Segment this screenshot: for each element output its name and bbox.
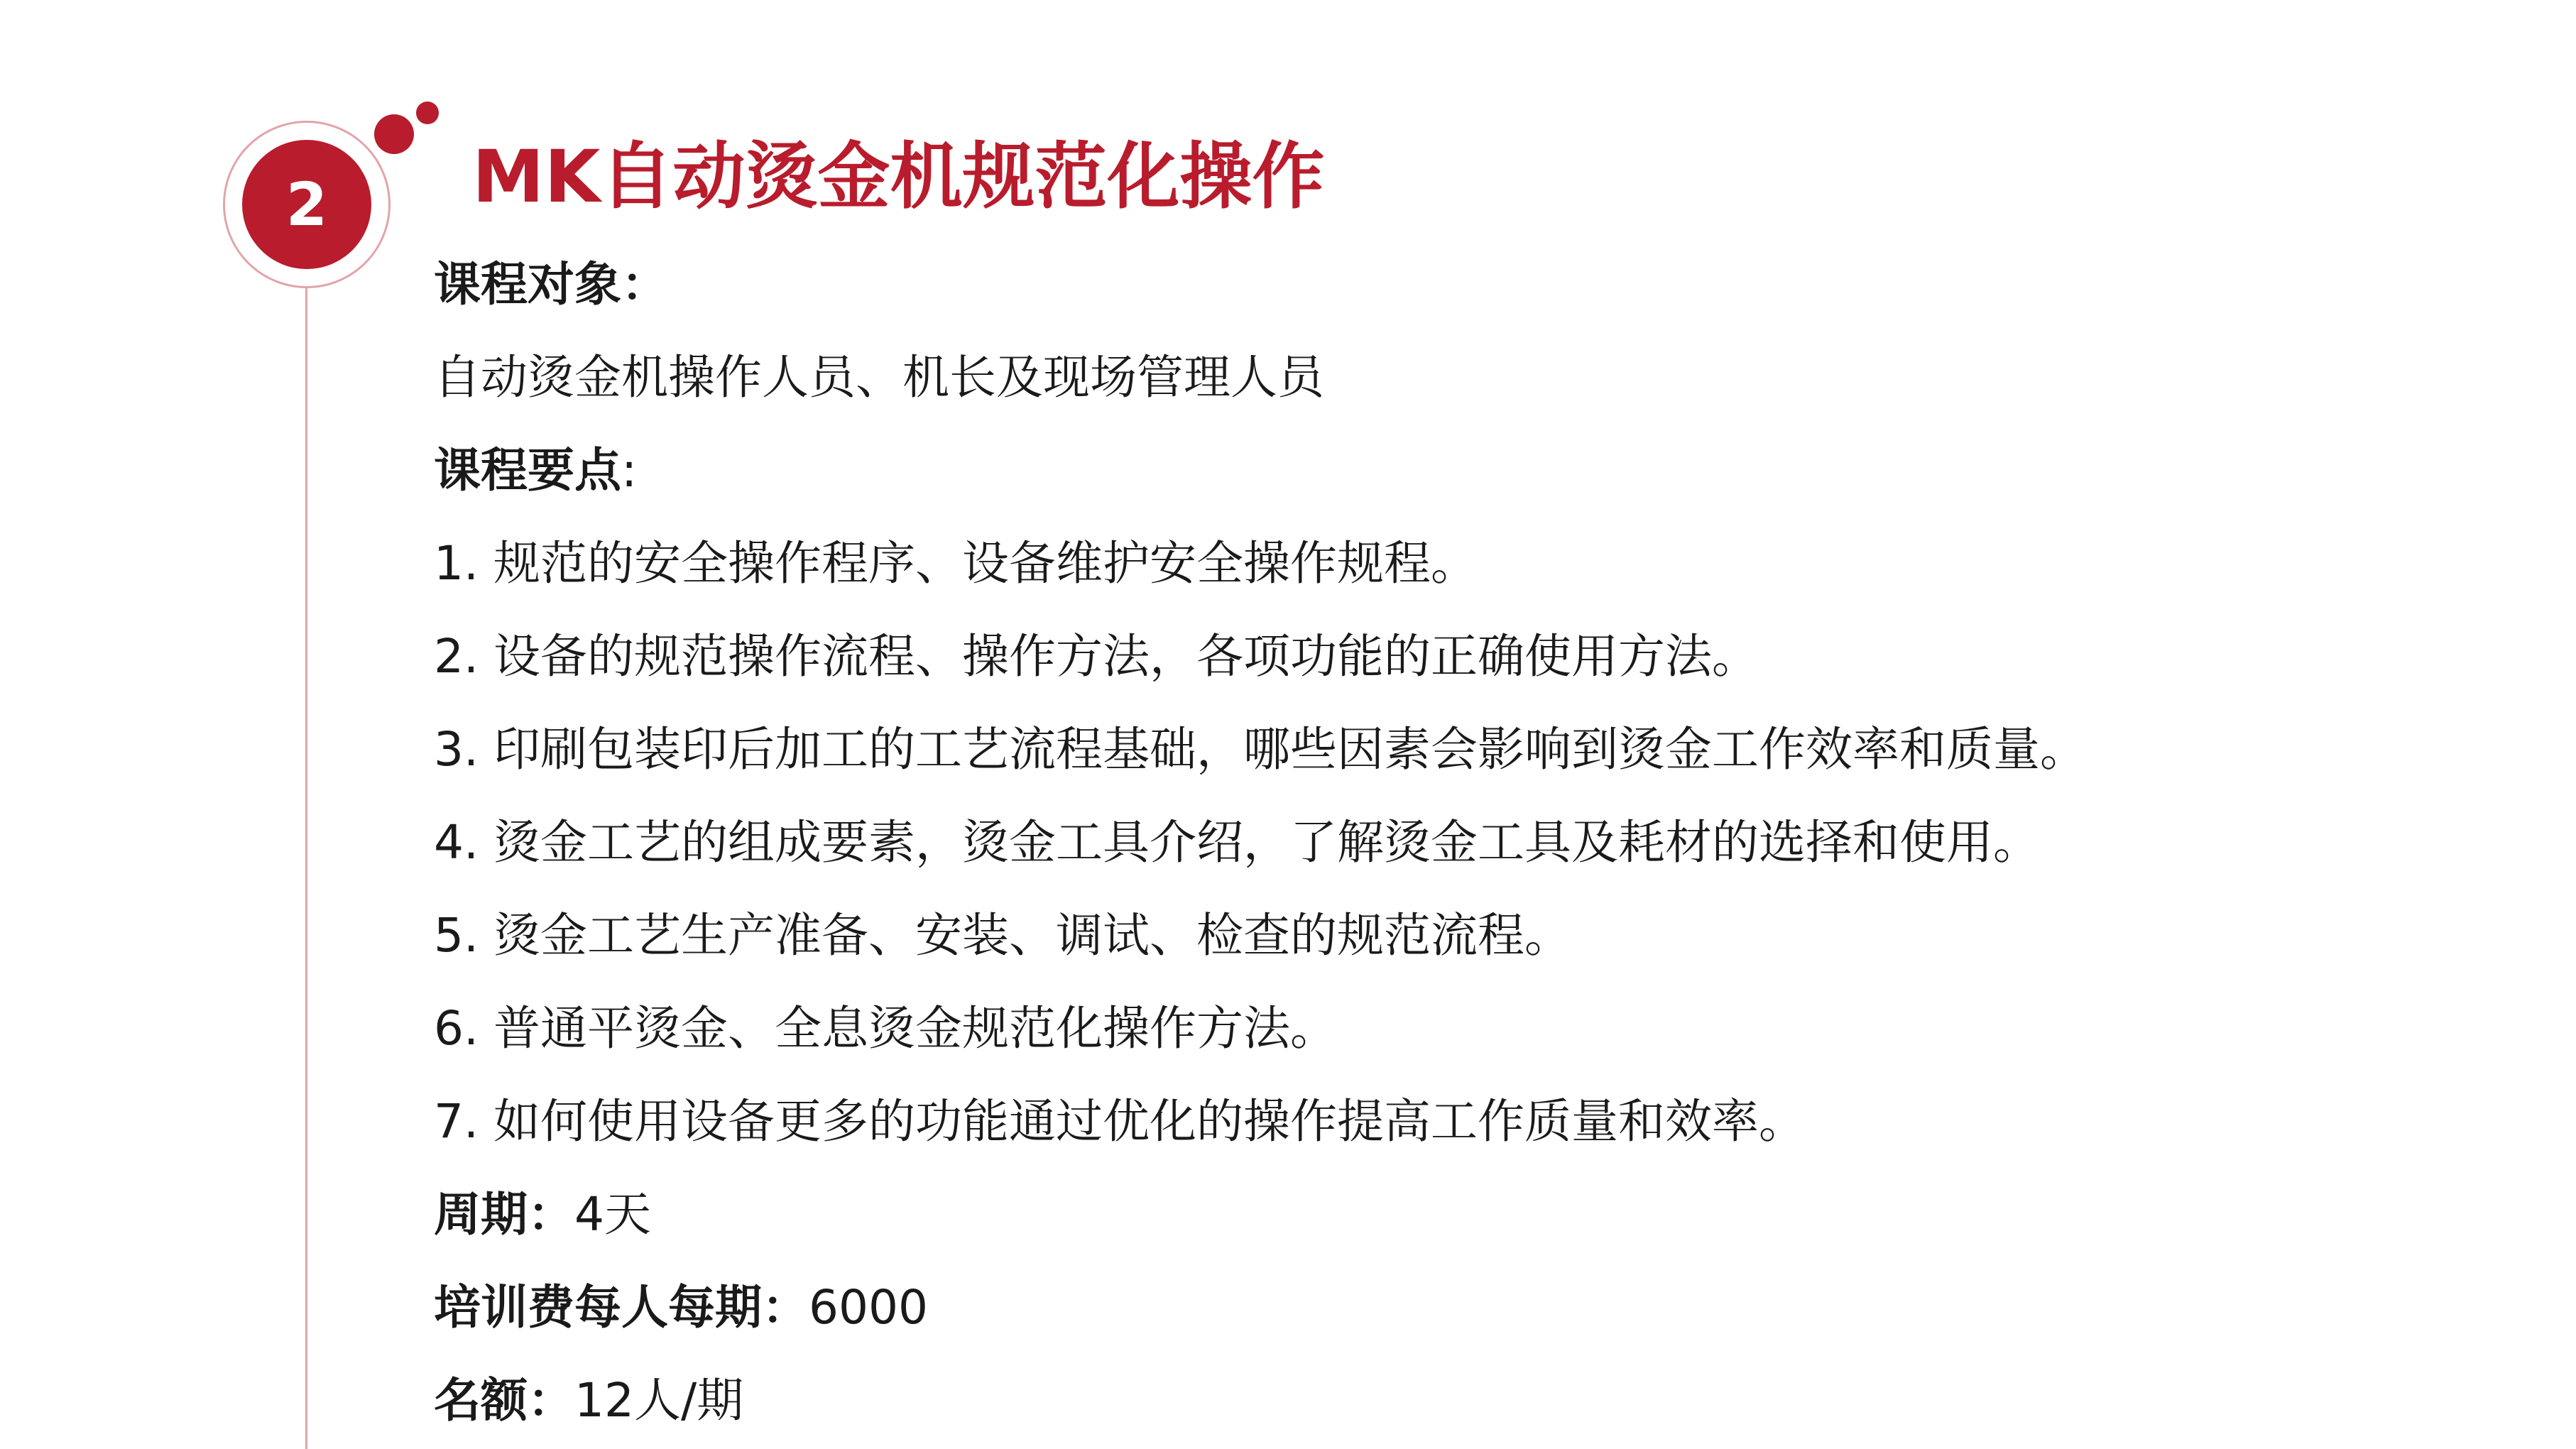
key-points-colon: : bbox=[621, 443, 638, 498]
fee-label: 培训费每人每期： bbox=[434, 1280, 809, 1335]
audience-label: 课程对象： bbox=[434, 257, 668, 312]
period-row bbox=[434, 1168, 2550, 1261]
section-number-badge bbox=[242, 140, 371, 269]
quota-label: 名额： bbox=[434, 1373, 574, 1428]
key-point-item-7: 7. 如何使用设备更多的功能通过优化的操作提高工作质量和效率。 bbox=[434, 1094, 1806, 1149]
quota-row bbox=[434, 1354, 2550, 1447]
key-point-item-1: 1. 规范的安全操作程序、设备维护安全操作规程。 bbox=[434, 536, 1478, 591]
key-point-item-6: 6. 普通平烫金、全息烫金规范化操作方法。 bbox=[434, 1001, 1337, 1056]
fee-row bbox=[434, 1261, 2550, 1354]
key-point-item-5: 5. 烫金工艺生产准备、安装、调试、检查的规范流程。 bbox=[434, 908, 1571, 963]
period-value: 4天 bbox=[574, 1187, 651, 1242]
section-number: 2 bbox=[285, 170, 328, 239]
fee-value: 6000 bbox=[809, 1280, 928, 1335]
key-point-item-2: 2. 设备的规范操作流程、操作方法，各项功能的正确使用方法。 bbox=[434, 629, 1759, 684]
audience-value: 自动烫金机操作人员、机长及现场管理人员 bbox=[434, 350, 1324, 405]
course-details bbox=[434, 238, 2550, 1447]
course-title: MK自动烫金机规范化操作 bbox=[472, 135, 1325, 219]
period-label: 周期： bbox=[434, 1187, 574, 1242]
key-points-label: 课程要点 bbox=[434, 443, 621, 498]
decorative-dot-small bbox=[416, 102, 439, 124]
timeline-line bbox=[305, 288, 307, 1449]
quota-value: 12人/期 bbox=[574, 1373, 744, 1428]
key-point-item-4: 4. 烫金工艺的组成要素，烫金工具介绍，了解烫金工具及耗材的选择和使用。 bbox=[434, 815, 2040, 870]
key-points-heading bbox=[434, 424, 2550, 517]
key-point-item-3: 3. 印刷包装印后加工的工艺流程基础，哪些因素会影响到烫金工作效率和质量。 bbox=[434, 722, 2087, 777]
decorative-dot-large bbox=[374, 114, 414, 154]
